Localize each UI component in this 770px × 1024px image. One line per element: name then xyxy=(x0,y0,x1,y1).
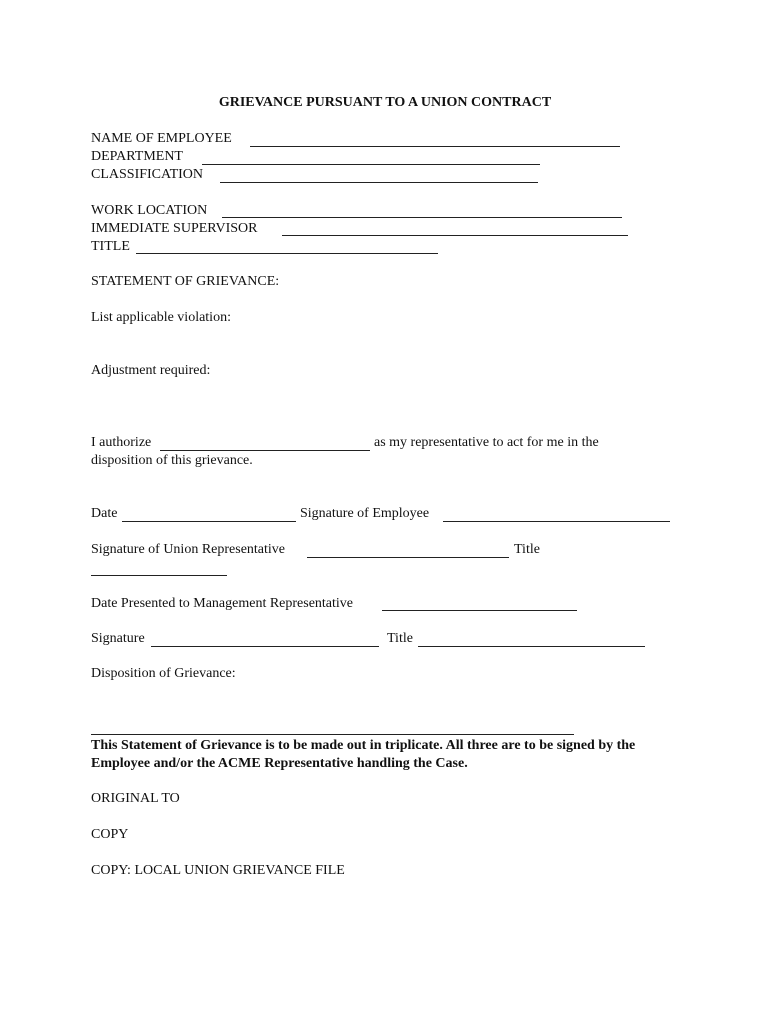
department-line[interactable] xyxy=(202,164,540,165)
signature-of-union-rep-label: Signature of Union Representative xyxy=(91,542,286,557)
date-presented-line[interactable] xyxy=(382,610,577,611)
signature-of-employee-label: Signature of Employee xyxy=(300,506,430,521)
signature-of-employee-line[interactable] xyxy=(443,521,670,522)
authorize-line2: disposition of this grievance. xyxy=(91,453,253,468)
page-title: GRIEVANCE PURSUANT TO A UNION CONTRACT xyxy=(218,95,552,110)
signature-title-label: Title xyxy=(387,631,413,646)
notice-line2: Employee and/or the ACME Representative handling the Case. xyxy=(91,756,468,771)
name-of-employee-label: NAME OF EMPLOYEE xyxy=(91,131,232,146)
signature-label: Signature xyxy=(91,631,145,646)
authorize-prefix: I authorize xyxy=(91,435,152,450)
notice-line1: This Statement of Grievance is to be made out in triplicate. All three are to be signed by the xyxy=(91,738,636,753)
date-label: Date xyxy=(91,506,118,521)
title-label: TITLE xyxy=(91,239,130,254)
title-line[interactable] xyxy=(136,253,438,254)
work-location-line[interactable] xyxy=(222,217,622,218)
authorize-suffix: as my representative to act for me in the xyxy=(374,435,599,450)
signature-line[interactable] xyxy=(151,646,379,647)
union-rep-title-line[interactable] xyxy=(91,575,227,576)
union-rep-signature-line[interactable] xyxy=(307,557,509,558)
immediate-supervisor-line[interactable] xyxy=(282,235,628,236)
disposition-label: Disposition of Grievance: xyxy=(91,666,236,681)
representative-line[interactable] xyxy=(160,450,370,451)
adjustment-required-label: Adjustment required: xyxy=(91,363,211,378)
immediate-supervisor-label: IMMEDIATE SUPERVISOR xyxy=(91,221,258,236)
department-label: DEPARTMENT xyxy=(91,149,183,164)
copy-file-label: COPY: LOCAL UNION GRIEVANCE FILE xyxy=(91,863,345,878)
date-presented-label: Date Presented to Management Representative xyxy=(91,596,354,611)
name-of-employee-line[interactable] xyxy=(250,146,620,147)
date-line[interactable] xyxy=(122,521,296,522)
list-applicable-violation-label: List applicable violation: xyxy=(91,310,231,325)
signature-title-line[interactable] xyxy=(418,646,645,647)
classification-label: CLASSIFICATION xyxy=(91,167,204,182)
work-location-label: WORK LOCATION xyxy=(91,203,208,218)
disposition-line[interactable] xyxy=(91,734,574,735)
union-rep-title-label: Title xyxy=(514,542,540,557)
original-to-label: ORIGINAL TO xyxy=(91,791,180,806)
classification-line[interactable] xyxy=(220,182,538,183)
statement-of-grievance-heading: STATEMENT OF GRIEVANCE: xyxy=(91,274,280,289)
copy-label: COPY xyxy=(91,827,129,842)
